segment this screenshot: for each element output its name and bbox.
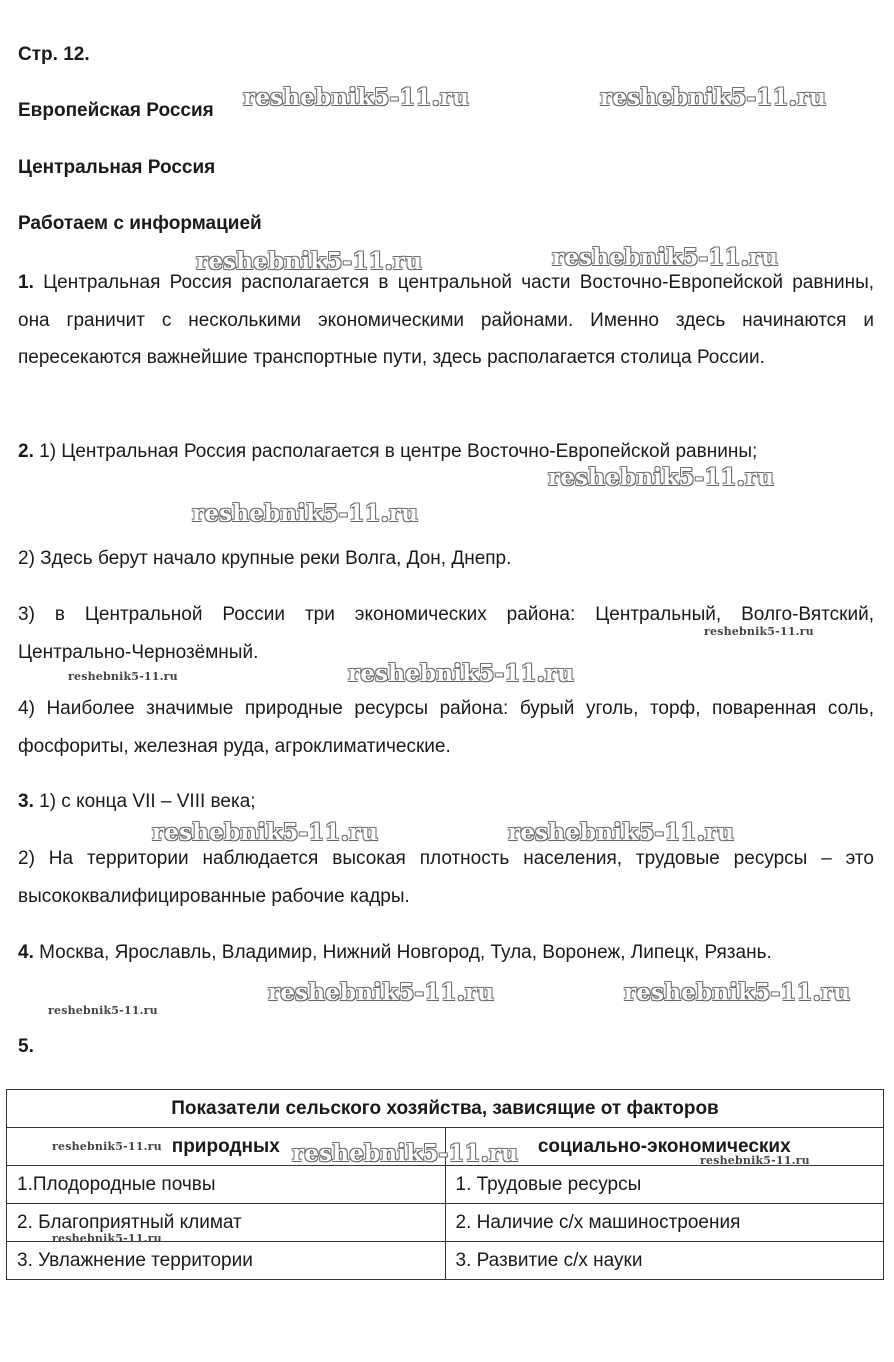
answer-4-number: 4. [18,942,34,963]
answer-5-number: 5. [18,1036,34,1057]
watermark: reshebnik5-11.ru [52,1140,162,1153]
answer-2-item-2: 2) Здесь берут начало крупные реки Волга, Дон, Днепр. [18,548,512,569]
table-cell: 3. Увлажнение территории [7,1242,446,1280]
column-header-natural: природных [7,1128,446,1166]
watermark: reshebnik5-11.ru [268,979,495,1006]
table-cell: 2. Благоприятный климат [7,1204,446,1242]
watermark: reshebnik5-11.ru [348,660,575,687]
table-title-row [7,1090,884,1128]
watermark: reshebnik5-11.ru [624,979,851,1006]
answer-2-item-3: 3) в Центральной России три экономических района: Центральный, Волго-Вятский, Центрально-Чернозёмный. [18,604,874,663]
page-number: Стр. 12. [18,44,90,65]
table-row [7,1166,884,1204]
table-cell: 3. Развитие с/х науки [445,1242,884,1280]
answer-2-text-1: 1) Центральная Россия располагается в центре Восточно-Европейской равнины; [33,441,758,462]
table-cell: 2. Наличие с/х машиностроения [445,1204,884,1242]
table-title: Показатели сельского хозяйства, зависящие от факторов [7,1090,884,1128]
answer-4-text: Москва, Ярославль, Владимир, Нижний Новгород, Тула, Воронеж, Липецк, Рязань. [33,942,772,963]
answer-3-text-1: 1) с конца VII – VIII века; [33,791,256,812]
answer-1 [18,264,874,377]
watermark: reshebnik5-11.ru [704,625,814,638]
watermark: reshebnik5-11.ru [600,84,827,111]
table-row [7,1242,884,1280]
watermark: reshebnik5-11.ru [508,819,735,846]
work-heading: Работаем с информацией [18,213,262,234]
answer-3-item-1 [18,783,874,821]
watermark: reshebnik5-11.ru [52,1232,162,1245]
watermark: reshebnik5-11.ru [292,1140,519,1167]
column-header-socioeconomic: социально-экономических [445,1128,884,1166]
answer-1-text: Центральная Россия располагается в центральной части Восточно-Европейской равнины, она граничит с несколькими экономическими районами. Именно здесь начинаются и пересекаются важнейшие транспортные пути, здесь располагается столица России. [18,272,874,368]
subsection-title: Центральная Россия [18,157,216,178]
answer-1-number: 1. [18,272,34,293]
watermark: reshebnik5-11.ru [192,500,419,527]
watermark: reshebnik5-11.ru [68,670,178,683]
section-title: Европейская Россия [18,100,214,121]
table-cell: 1.Плодородные почвы [7,1166,446,1204]
answer-4 [18,934,874,972]
watermark: reshebnik5-11.ru [152,819,379,846]
watermark: reshebnik5-11.ru [196,248,423,275]
watermark: reshebnik5-11.ru [48,1004,158,1017]
answer-5 [18,1028,874,1066]
answer-3-number: 3. [18,791,34,812]
table-cell: 1. Трудовые ресурсы [445,1166,884,1204]
factors-table [6,1089,884,1280]
answer-2-number: 2. [18,441,34,462]
watermark: reshebnik5-11.ru [700,1154,810,1167]
answer-2-item-4: 4) Наиболее значимые природные ресурсы района: бурый уголь, торф, поваренная соль, фосфориты, железная руда, агроклиматические. [18,698,874,757]
watermark: reshebnik5-11.ru [243,84,470,111]
watermark: reshebnik5-11.ru [548,464,775,491]
answer-3-item-2: 2) На территории наблюдается высокая плотность населения, трудовые ресурсы – это высококвалифицированные рабочие кадры. [18,848,874,907]
watermark: reshebnik5-11.ru [552,244,779,271]
